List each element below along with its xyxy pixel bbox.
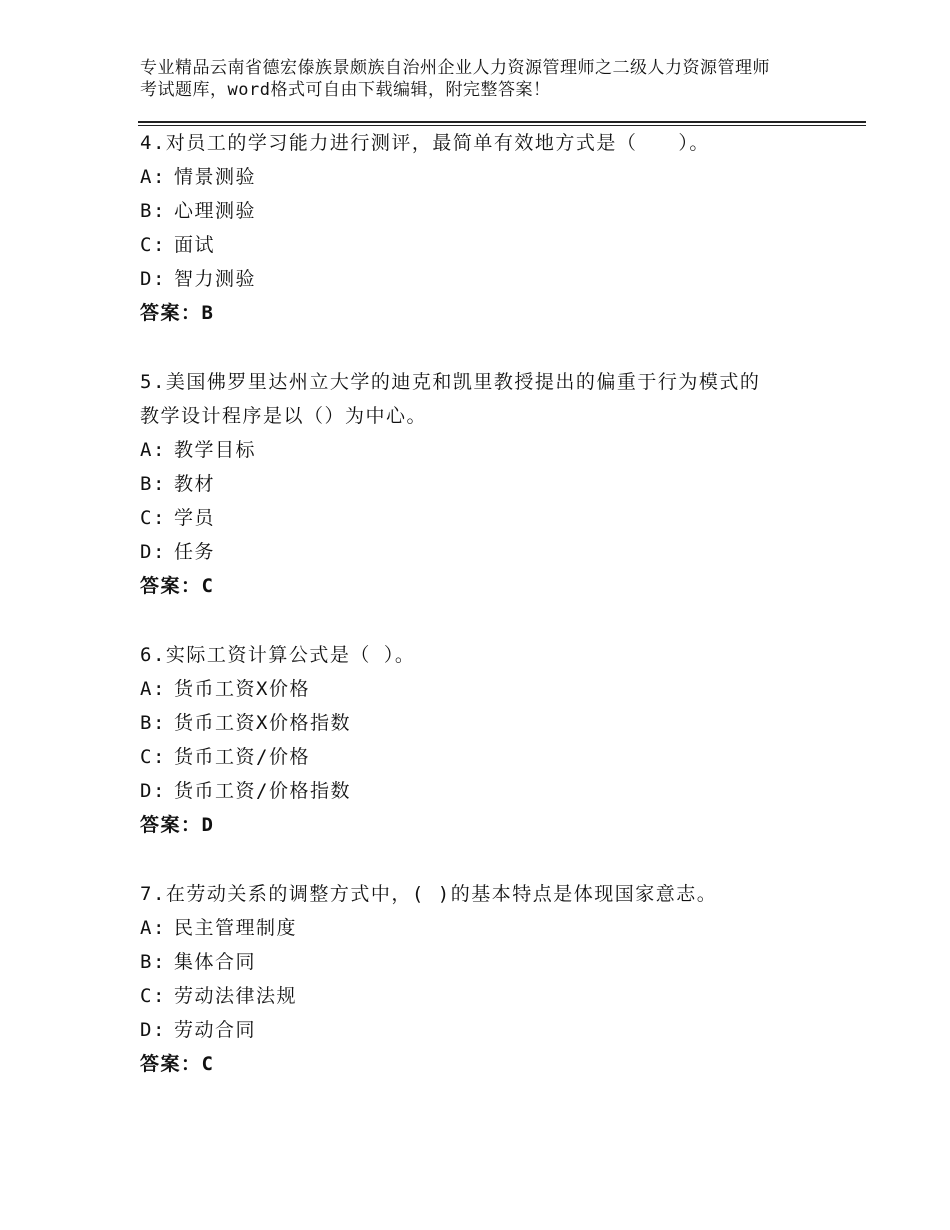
answer-value: D bbox=[201, 814, 215, 836]
option-letter: C: bbox=[140, 746, 166, 768]
option-letter: D: bbox=[140, 268, 166, 290]
option-text: 教学目标 bbox=[174, 439, 257, 461]
option-d bbox=[140, 535, 840, 569]
option-text: 劳动合同 bbox=[174, 1019, 257, 1041]
header-line-1: 专业精品云南省德宏傣族景颇族自治州企业人力资源管理师之二级人力资源管理师 bbox=[140, 58, 770, 78]
option-letter: C: bbox=[140, 234, 166, 256]
answer-value: B bbox=[201, 302, 215, 324]
option-a bbox=[140, 160, 840, 194]
option-letter: D: bbox=[140, 1019, 166, 1041]
option-d bbox=[140, 774, 840, 808]
header-divider-thick bbox=[138, 121, 866, 123]
option-b bbox=[140, 467, 840, 501]
answer-label: 答案： bbox=[140, 575, 202, 597]
option-b bbox=[140, 945, 840, 979]
option-letter: D: bbox=[140, 541, 166, 563]
answer-label: 答案： bbox=[140, 302, 202, 324]
option-text: 教材 bbox=[174, 473, 216, 495]
option-text: 民主管理制度 bbox=[174, 917, 298, 939]
option-text: 货币工资X价格 bbox=[174, 678, 310, 700]
question-text: 6.实际工资计算公式是（ ）。 bbox=[140, 644, 416, 666]
option-letter: C: bbox=[140, 507, 166, 529]
option-letter: A: bbox=[140, 166, 166, 188]
option-text: 货币工资/价格指数 bbox=[174, 780, 351, 802]
question-text-line-2: 教学设计程序是以（）为中心。 bbox=[140, 405, 428, 427]
question-text: 4.对员工的学习能力进行测评，最简单有效地方式是（ ）。 bbox=[140, 132, 710, 154]
option-letter: B: bbox=[140, 712, 166, 734]
option-text: 面试 bbox=[174, 234, 216, 256]
option-letter: A: bbox=[140, 917, 166, 939]
option-text: 任务 bbox=[174, 541, 216, 563]
option-letter: C: bbox=[140, 985, 166, 1007]
option-letter: B: bbox=[140, 200, 166, 222]
question-6 bbox=[140, 638, 840, 842]
option-a bbox=[140, 433, 840, 467]
option-text: 学员 bbox=[174, 507, 216, 529]
question-7 bbox=[140, 877, 840, 1081]
option-c bbox=[140, 740, 840, 774]
option-c bbox=[140, 501, 840, 535]
option-d bbox=[140, 1013, 840, 1047]
option-letter: D: bbox=[140, 780, 166, 802]
header-line-2: 考试题库，word格式可自由下载编辑，附完整答案！ bbox=[140, 80, 551, 100]
option-text: 集体合同 bbox=[174, 951, 257, 973]
option-b bbox=[140, 194, 840, 228]
option-letter: A: bbox=[140, 439, 166, 461]
option-text: 心理测验 bbox=[174, 200, 257, 222]
answer-line bbox=[140, 296, 840, 330]
answer-label: 答案： bbox=[140, 1053, 202, 1075]
answer-line bbox=[140, 569, 840, 603]
answer-label: 答案： bbox=[140, 814, 202, 836]
answer-line bbox=[140, 1047, 840, 1081]
answer-value: C bbox=[201, 1053, 215, 1075]
option-a bbox=[140, 911, 840, 945]
question-text: 7.在劳动关系的调整方式中，( )的基本特点是体现国家意志。 bbox=[140, 883, 718, 905]
option-text: 货币工资/价格 bbox=[174, 746, 310, 768]
option-letter: B: bbox=[140, 951, 166, 973]
option-b bbox=[140, 706, 840, 740]
question-4 bbox=[140, 126, 840, 330]
option-letter: B: bbox=[140, 473, 166, 495]
answer-value: C bbox=[201, 575, 215, 597]
option-a bbox=[140, 672, 840, 706]
option-c bbox=[140, 979, 840, 1013]
option-letter: A: bbox=[140, 678, 166, 700]
option-text: 货币工资X价格指数 bbox=[174, 712, 351, 734]
answer-line bbox=[140, 808, 840, 842]
option-text: 劳动法律法规 bbox=[174, 985, 298, 1007]
question-text-line-1: 5.美国佛罗里达州立大学的迪克和凯里教授提出的偏重于行为模式的 bbox=[140, 371, 761, 393]
document-header bbox=[140, 57, 840, 101]
option-text: 情景测验 bbox=[174, 166, 257, 188]
option-d bbox=[140, 262, 840, 296]
question-5 bbox=[140, 365, 840, 603]
option-c bbox=[140, 228, 840, 262]
option-text: 智力测验 bbox=[174, 268, 257, 290]
